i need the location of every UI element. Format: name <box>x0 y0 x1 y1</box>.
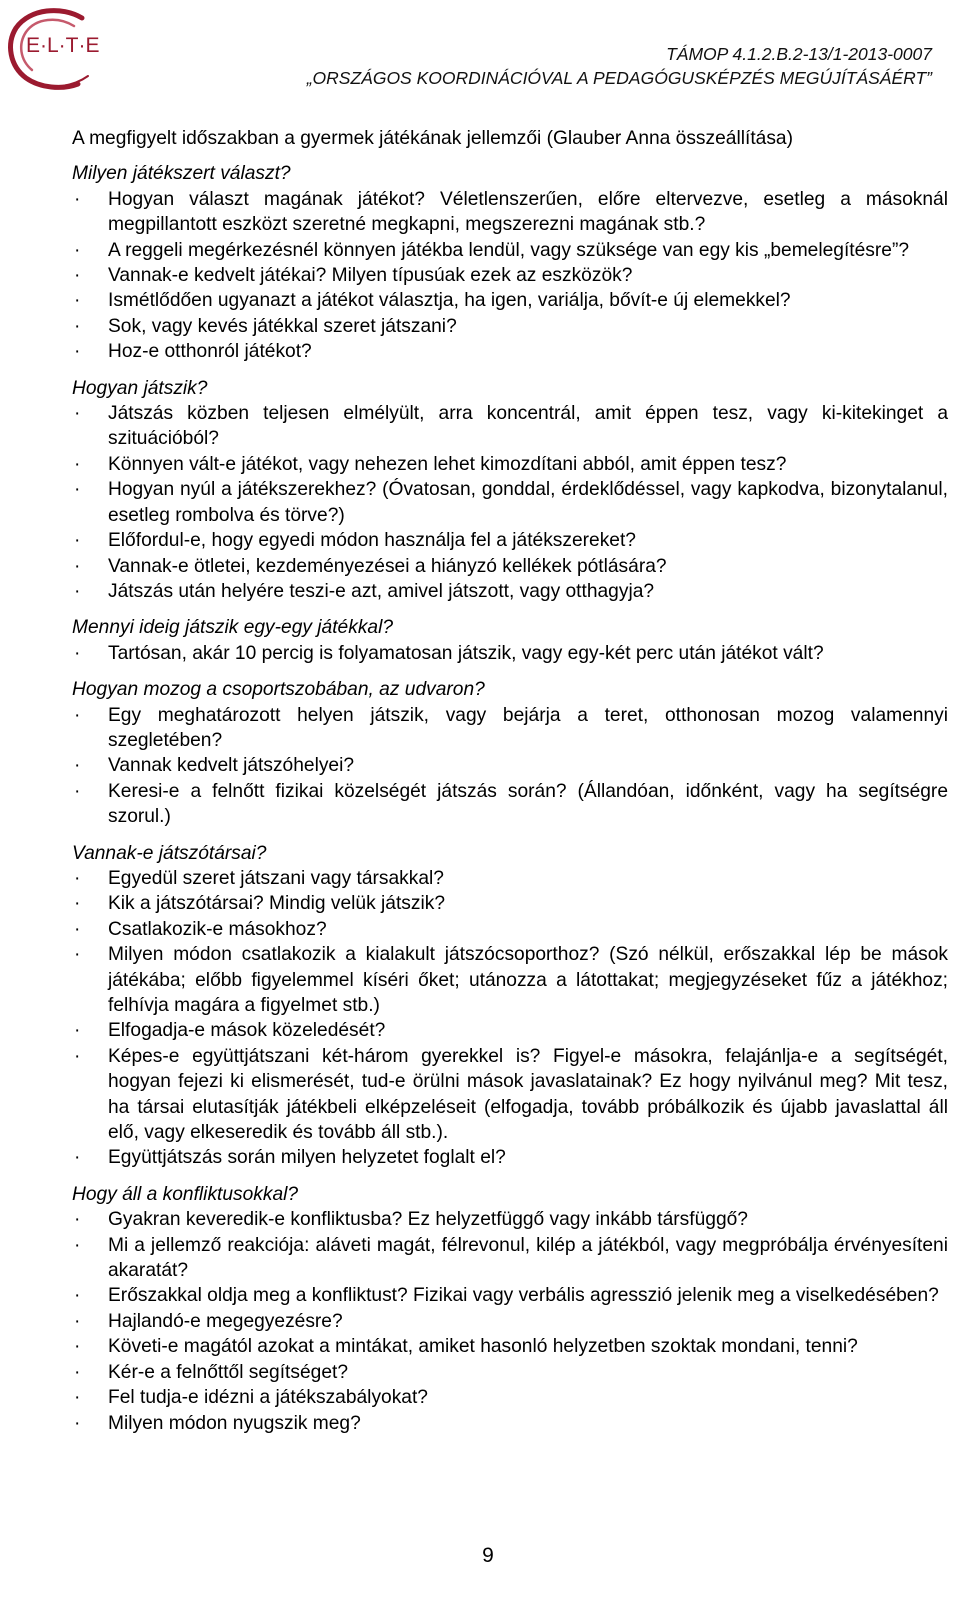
question-item: · Hogyan választ magának játékot? Véletlenszerűen, előre eltervezve, esetleg a másoknál megpillantott eszközt szeretné megkapni, megszerezni magának stb.? <box>72 187 948 238</box>
elte-logo <box>4 4 114 94</box>
question-item: · Csatlakozik-e másokhoz? <box>72 917 948 942</box>
question-item: · A reggeli megérkezésnél könnyen játékba lendül, vagy szüksége van egy kis „bemelegítésre”? <box>72 238 948 263</box>
section-heading: Milyen játékszert választ? <box>72 163 291 185</box>
question-item: · Kér-e a felnőttől segítséget? <box>72 1360 948 1385</box>
question-item: · Fel tudja-e idézni a játékszabályokat? <box>72 1385 948 1410</box>
section-heading: Hogyan mozog a csoportszobában, az udvaron? <box>72 679 485 701</box>
project-code: TÁMOP 4.1.2.B.2-13/1-2013-0007 <box>666 44 932 64</box>
question-item: · Hajlandó-e megegyezésre? <box>72 1309 948 1334</box>
document-title: A megfigyelt időszakban a gyermek játékának jellemzői (Glauber Anna összeállítása) <box>72 128 793 149</box>
question-item: · Milyen módon nyugszik meg? <box>72 1411 948 1436</box>
question-item: · Tartósan, akár 10 percig is folyamatosan játszik, vagy egy-két perc után játékot vált? <box>72 641 948 666</box>
question-item: · Erőszakkal oldja meg a konfliktust? Fizikai vagy verbális agresszió jelenik meg a viselkedésében? <box>72 1283 948 1308</box>
question-item: · Vannak kedvelt játszóhelyei? <box>72 753 948 778</box>
question-item: · Játszás után helyére teszi-e azt, amivel játszott, vagy otthagyja? <box>72 579 948 604</box>
question-list <box>72 641 948 666</box>
project-info <box>307 42 932 90</box>
section-heading: Hogy áll a konfliktusokkal? <box>72 1183 299 1205</box>
elte-logo-text: E·L·T·E <box>26 34 100 57</box>
question-list <box>72 703 948 830</box>
question-item: · Képes-e együttjátszani két-három gyerekkel is? Figyel-e másokra, felajánlja-e a segítségét, hogyan fejezi ki elismerését, tud-e örülni mások javaslatainak? Ez hogy nyilvánul meg? Mit tesz, ha társai elutasítják játékbeli elképzeléseit (elfogadja, tovább próbálkozik és újabb javaslattal áll elő, vagy elkeseredik és tovább áll stb.). <box>72 1044 948 1146</box>
question-item: · Játszás közben teljesen elmélyült, arra koncentrál, amit éppen tesz, vagy ki-kitekinget a szituációból? <box>72 401 948 452</box>
question-item: · Kik a játszótársai? Mindig velük játszik? <box>72 891 948 916</box>
page-number: 9 <box>482 1544 494 1567</box>
question-item: · Könnyen vált-e játékot, vagy nehezen lehet kimozdítani abból, amit éppen tesz? <box>72 452 948 477</box>
question-item: · Milyen módon csatlakozik a kialakult játszócsoporthoz? (Szó nélkül, erőszakkal lép be mások játékába; előbb figyelemmel kíséri őket; utánozza a látottakat; megjegyzéseket fűz a játékhoz; felhívja magára a figyelmet stb.) <box>72 942 948 1018</box>
document-body <box>72 126 948 1436</box>
observation-sections <box>72 161 948 1436</box>
section-heading: Mennyi ideig játszik egy-egy játékkal? <box>72 617 394 639</box>
question-item: · Keresi-e a felnőtt fizikai közelségét játszás során? (Állandóan, időnként, vagy ha segítségre szorul.) <box>72 779 948 830</box>
question-item: · Hoz-e otthonról játékot? <box>72 339 948 364</box>
question-item: · Gyakran keveredik-e konfliktusba? Ez helyzetfüggő vagy inkább társfüggő? <box>72 1207 948 1232</box>
question-item: · Előfordul-e, hogy egyedi módon használja fel a játékszereket? <box>72 528 948 553</box>
question-item: · Vannak-e kedvelt játékai? Milyen típusúak ezek az eszközök? <box>72 263 948 288</box>
question-item: · Követi-e magától azokat a mintákat, amiket hasonló helyzetben szoktak mondani, tenni? <box>72 1334 948 1359</box>
question-item: · Egyedül szeret játszani vagy társakkal? <box>72 866 948 891</box>
question-list <box>72 187 948 365</box>
question-list <box>72 866 948 1171</box>
question-item: · Hogyan nyúl a játékszerekhez? (Óvatosan, gonddal, érdeklődéssel, vagy kapkodva, bizonytalanul, esetleg rombolva és törve?) <box>72 477 948 528</box>
question-item: · Elfogadja-e mások közeledését? <box>72 1018 948 1043</box>
question-item: · Sok, vagy kevés játékkal szeret játszani? <box>72 314 948 339</box>
question-item: · Együttjátszás során milyen helyzetet foglalt el? <box>72 1145 948 1170</box>
section-heading: Vannak-e játszótársai? <box>72 842 267 864</box>
question-item: · Mi a jellemző reakciója: aláveti magát, félrevonul, kilép a játékból, vagy megpróbálja érvényesíteni akaratát? <box>72 1233 948 1284</box>
page-header <box>0 0 960 100</box>
question-item: · Ismétlődően ugyanazt a játékot választja, ha igen, variálja, bővít-e új elemekkel? <box>72 288 948 313</box>
question-item: · Vannak-e ötletei, kezdeményezései a hiányzó kellékek pótlására? <box>72 554 948 579</box>
question-list <box>72 401 948 604</box>
question-item: · Egy meghatározott helyen játszik, vagy bejárja a teret, otthonosan mozog valamennyi szegletében? <box>72 703 948 754</box>
section-heading: Hogyan játszik? <box>72 377 208 399</box>
project-title: „ORSZÁGOS KOORDINÁCIÓVAL A PEDAGÓGUSKÉPZÉS MEGÚJÍTÁSÁÉRT” <box>306 68 932 88</box>
question-list <box>72 1207 948 1436</box>
